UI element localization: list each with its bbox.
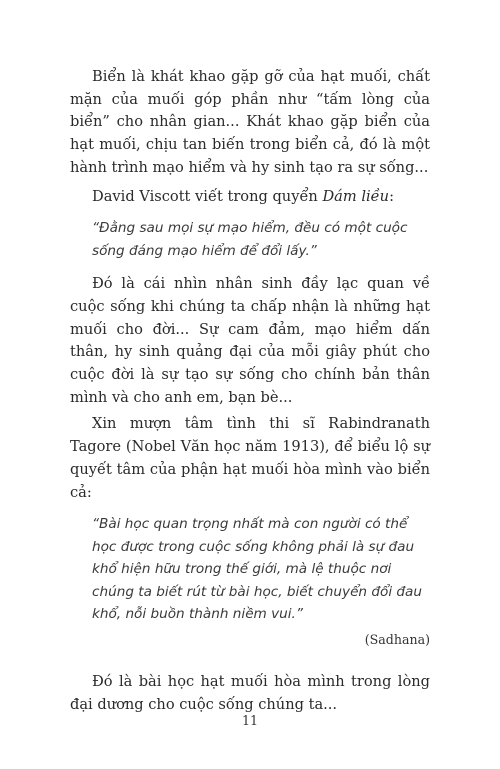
viscott-intro-colon: : bbox=[389, 187, 394, 205]
paragraph-tagore-intro: Xin mượn tâm tình thi sĩ Rabindranath Tagore (Nobel Văn học năm 1913), để biểu lộ sự quyết tâm của phận hạt muối hòa mình vào biển cả: bbox=[70, 415, 430, 501]
paragraph-optimism: Đó là cái nhìn nhân sinh đầy lạc quan về cuộc sống khi chúng ta chấp nhận là những hạt muối cho đời... Sự cam đảm, mạo hiểm dấn thân, hy sinh quảng đại của mỗi giây phút cho cuộc đời là sự tạo sự sống cho chính bản thân mình và cho anh em, bạn bè... bbox=[70, 275, 430, 406]
paragraph-viscott-intro bbox=[70, 186, 430, 209]
paragraph-salt-and-sea: Biển là khát khao gặp gỡ của hạt muối, chất mặn của muối góp phần như “tấm lòng của biển” cho nhân gian... Khát khao gặp biển của hạt muối, chịu tan biến trong biển cả, đó là một hành trình mạo hiểm và hy sinh tạo ra sự sống... bbox=[70, 68, 430, 176]
quote-viscott: “Đằng sau mọi sự mạo hiểm, đều có một cuộc sống đáng mạo hiểm để đổi lấy.” bbox=[92, 220, 408, 259]
quote-tagore: “Bài học quan trọng nhất mà con người có thể học được trong cuộc sống không phải là sự đau khổ hiện hữu trong thế giới, mà lệ thuộc nơi chúng ta biết rút từ bài học, biết chuyển đổi đau khổ, nỗi buồn thành niềm vui.” bbox=[92, 516, 422, 623]
quote-source: (Sadhana) bbox=[364, 631, 430, 647]
book-title: Dám liều bbox=[322, 187, 390, 205]
page-number: 11 bbox=[241, 713, 259, 728]
viscott-intro-text: David Viscott viết trong quyển bbox=[92, 187, 323, 205]
paragraph-conclusion: Đó là bài học hạt muối hòa mình trong lòng đại dương cho cuộc sống chúng ta... bbox=[70, 673, 430, 714]
